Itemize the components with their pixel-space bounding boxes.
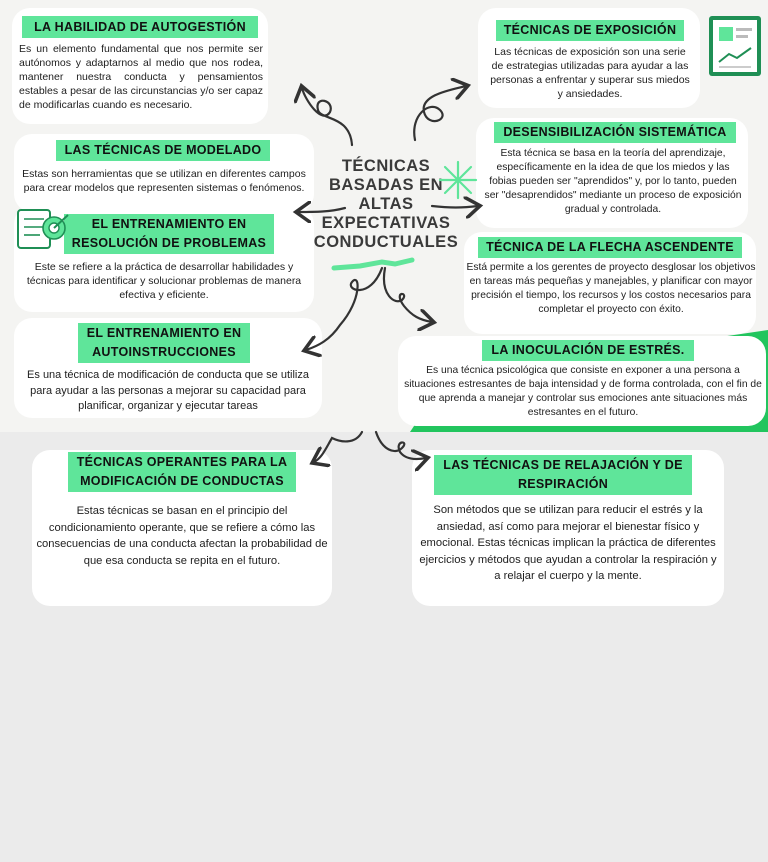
- text-inoculacion: Es una técnica psicológica que consiste en exponer a una persona a situaciones estresantes de baja intensidad y de forma controlada, con el fin de que aprenda a manejar y controlar sus emociones ante situaciones más estresantes en el futuro.: [404, 365, 762, 418]
- text-relajacion: Son métodos que se utilizan para reducir el estrés y la ansiedad, así como para mejorar el bienestar físico y emocional. Estas técnicas implican la práctica de diferentes ejercicios y métodos que ayudan a controlar la respiración y a relajar el cuerpo y la mente.: [419, 504, 717, 582]
- text-autoinstrucciones: Es una técnica de modificación de conducta que se utiliza para ayudar a las personas a mejorar su capacidad para planificar, organizar y ejecutar tareas: [27, 369, 309, 412]
- checklist-target-icon: [18, 210, 68, 248]
- text-operantes: Estas técnicas se basan en el principio del condicionamiento operante, que se refiere a cómo las consecuencias de una conducta afectan la probabilidad de que esa conducta se repita en el futuro.: [36, 505, 328, 567]
- title-desensibilizacion: DESENSIBILIZACIÓN SISTEMÁTICA: [494, 122, 736, 143]
- arrow-to-autoinstrucciones: [306, 268, 382, 350]
- arrow-to-desensibilizacion: [432, 206, 478, 208]
- title-flecha: TÉCNICA DE LA FLECHA ASCENDENTE: [478, 237, 742, 258]
- arrow-to-relajacion: [376, 432, 426, 459]
- title-modelado: LAS TÉCNICAS DE MODELADO: [56, 140, 270, 161]
- report-document-icon: [709, 16, 761, 76]
- title-resolucion: EL ENTRENAMIENTO EN RESOLUCIÓN DE PROBLEMAS: [64, 214, 274, 254]
- central-title: TÉCNICAS BASADAS EN ALTAS EXPECTATIVAS CONDUCTUALES: [313, 157, 459, 251]
- arrow-to-exposicion: [414, 86, 466, 140]
- title-operantes: TÉCNICAS OPERANTES PARA LA MODIFICACIÓN DE CONDUCTAS: [68, 452, 296, 492]
- title-autogestion: LA HABILIDAD DE AUTOGESTIÓN: [22, 16, 258, 38]
- arrow-to-modelado: [298, 208, 345, 212]
- text-exposicion: Las técnicas de exposición son una serie de estrategias utilizadas para ayudar a las personas a enfrentar y superar sus miedos y ansiedades.: [490, 46, 690, 100]
- starburst-icon: [440, 162, 476, 198]
- text-modelado: Estas son herramientas que se utilizan en diferentes campos para crear modelos que representen sistemas o fenómenos.: [22, 168, 306, 194]
- arrow-to-operantes: [314, 432, 362, 462]
- title-exposicion: TÉCNICAS DE EXPOSICIÓN: [496, 20, 684, 41]
- title-underline: [334, 260, 412, 268]
- text-resolucion: Este se refiere a la práctica de desarrollar habilidades y técnicas para identificar y solucionar problemas de manera efectiva y eficiente.: [26, 261, 302, 301]
- title-relajacion: LAS TÉCNICAS DE RELAJACIÓN Y DE RESPIRACIÓN: [434, 455, 692, 495]
- title-inoculacion: LA INOCULACIÓN DE ESTRÉS.: [482, 340, 694, 361]
- arrow-to-flecha: [384, 268, 432, 322]
- arrow-to-autogestion: [302, 88, 352, 145]
- text-autogestion: Es un elemento fundamental que nos permite ser autónomos y adaptarnos al medio que nos rodea, mantener nuestra conducta y pensamientos estables a pesar de las circunstancias y/o ser capaz de modificarlas cuando es necesario.: [19, 43, 263, 111]
- title-autoinstrucciones: EL ENTRENAMIENTO EN AUTOINSTRUCCIONES: [78, 323, 250, 363]
- text-flecha: Está permite a los gerentes de proyecto desglosar los objetivos en tareas más pequeñas y manejables, y planificar con mayor precisión el tiempo, los recursos y los costos necesarios para completar el proyecto con éxito.: [466, 262, 756, 315]
- text-desensibilizacion: Esta técnica se basa en la teoría del aprendizaje, específicamente en la idea de que los miedos y las fobias pueden ser "aprendidos" y, por lo tanto, pueden ser "desaprendidos" mediante un proceso de exposición gradual y controlada.: [484, 148, 742, 215]
